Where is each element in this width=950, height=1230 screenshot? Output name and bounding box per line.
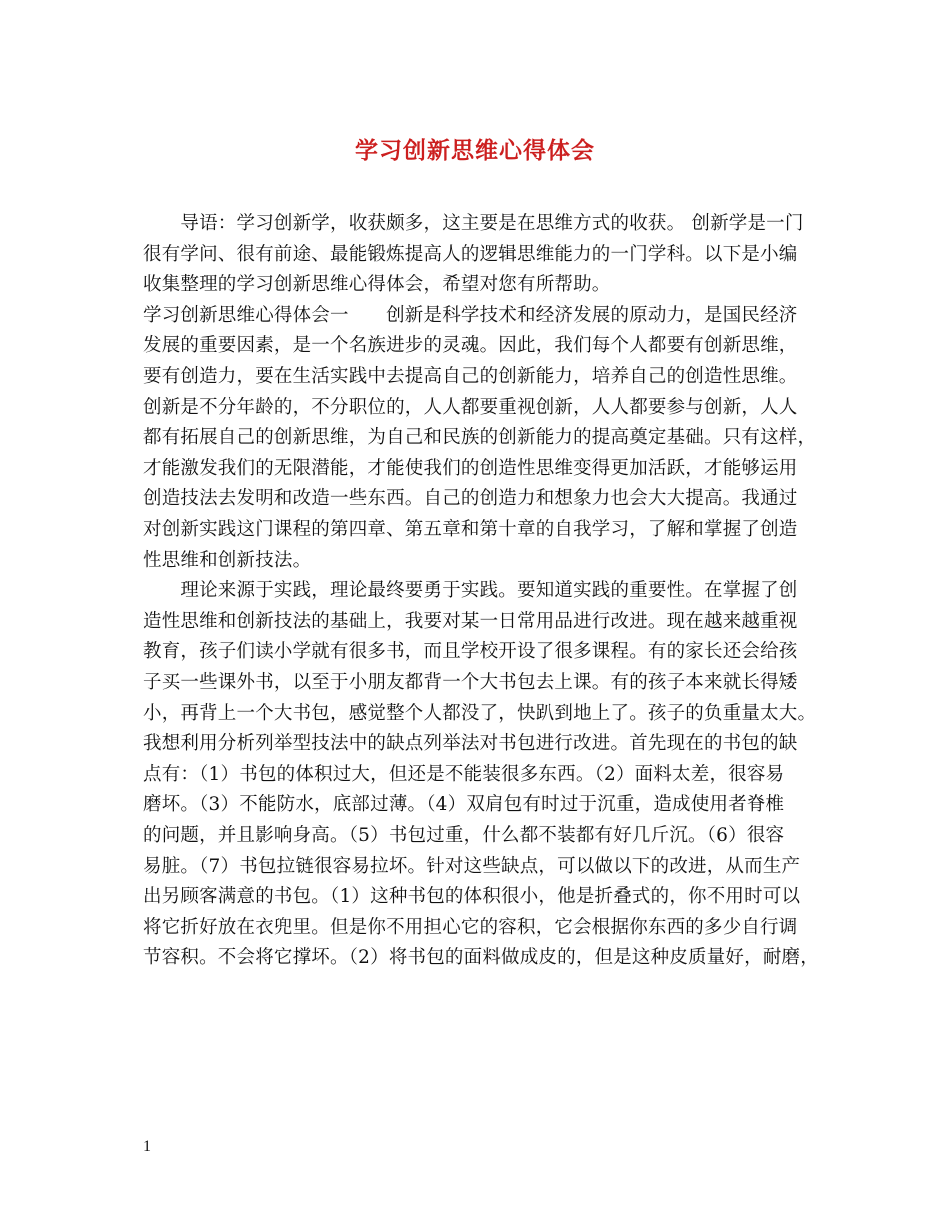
document-title: 学习创新思维心得体会 xyxy=(355,137,595,164)
body-text-line: 磨坏。（3）不能防水，底部过薄。（4）双肩包有时过于沉重，造成使用者脊椎 xyxy=(143,794,785,816)
body-text-line: 点有：（1）书包的体积过大，但还是不能装很多东西。（2）面料太差，很容易 xyxy=(143,763,785,785)
body-text-line: 都有拓展自己的创新思维，为自己和民族的创新能力的提高奠定基础。只有这样， xyxy=(143,427,817,449)
body-text-line: 对创新实践这门课程的第四章、第五章和第十章的自我学习，了解和掌握了创造 xyxy=(143,519,798,540)
body-text-line: 理论来源于实践，理论最终要勇于实践。要知道实践的重要性。在掌握了创 xyxy=(143,580,798,602)
body-text-line: 要有创造力，要在生活实践中去提高自己的创新能力，培养自己的创造性思维。 xyxy=(143,366,798,387)
body-text-line: 将它折好放在衣兜里。但是你不用担心它的容积，它会根据你东西的多少自行调 xyxy=(143,916,798,938)
body-text-line: 导语：学习创新学，收获颇多，这主要是在思维方式的收获。 创新学是一门 xyxy=(143,213,804,234)
body-text-line: 性思维和创新技法。 xyxy=(143,549,312,571)
body-text-line: 出另顾客满意的书包。（1）这种书包的体积很小，他是折叠式的，你不用时可以 xyxy=(143,886,801,908)
body-text-line: 我想利用分析列举型技法中的缺点列举法对书包进行改进。首先现在的书包的缺 xyxy=(143,733,798,755)
body-text-line: 子买一些课外书，以至于小朋友都背一个大书包去上课。有的孩子本来就长得矮 xyxy=(143,672,798,693)
body-text-line: 才能激发我们的无限潜能，才能使我们的创造性思维变得更加活跃，才能够运用 xyxy=(143,457,798,479)
body-text-line: 创新是不分年龄的，不分职位的，人人都要重视创新，人人都要参与创新，人人 xyxy=(143,396,798,418)
body-text-line: 的问题，并且影响身高。（5）书包过重，什么都不装都有好几斤沉。（6）很容 xyxy=(143,825,785,846)
body-text-line: 造性思维和创新技法的基础上，我要对某一日常用品进行改进。现在越来越重视 xyxy=(143,610,798,632)
body-text-line: 节容积。不会将它撑坏。（2）将书包的面料做成皮的，但是这种皮质量好，耐磨， xyxy=(143,947,819,969)
body-text-line: 很有学问、很有前途、最能锻炼提高人的逻辑思维能力的一门学科。以下是小编 xyxy=(143,243,798,265)
body-text-line: 发展的重要因素，是一个名族进步的灵魂。因此，我们每个人都要有创新思维， xyxy=(143,335,798,357)
body-text-line: 小，再背上一个大书包，感觉整个人都没了，快趴到地上了。孩子的负重量太大。 xyxy=(143,702,817,724)
body-text-line: 收集整理的学习创新思维心得体会，希望对您有所帮助。 xyxy=(143,274,611,296)
body-text-line: 创造技法去发明和改造一些东西。自己的创造力和想象力也会大大提高。我通过 xyxy=(143,488,798,510)
page-number: 1 xyxy=(143,1138,151,1155)
body-text-line: 易脏。（7）书包拉链很容易拉坏。针对这些缺点，可以做以下的改进，从而生产 xyxy=(143,855,801,877)
body-text-line: 学习创新思维心得体会一 创新是科学技术和经济发展的原动力，是国民经济 xyxy=(143,304,798,326)
body-text-line: 教育，孩子们读小学就有很多书，而且学校开设了很多课程。有的家长还会给孩 xyxy=(143,641,798,663)
